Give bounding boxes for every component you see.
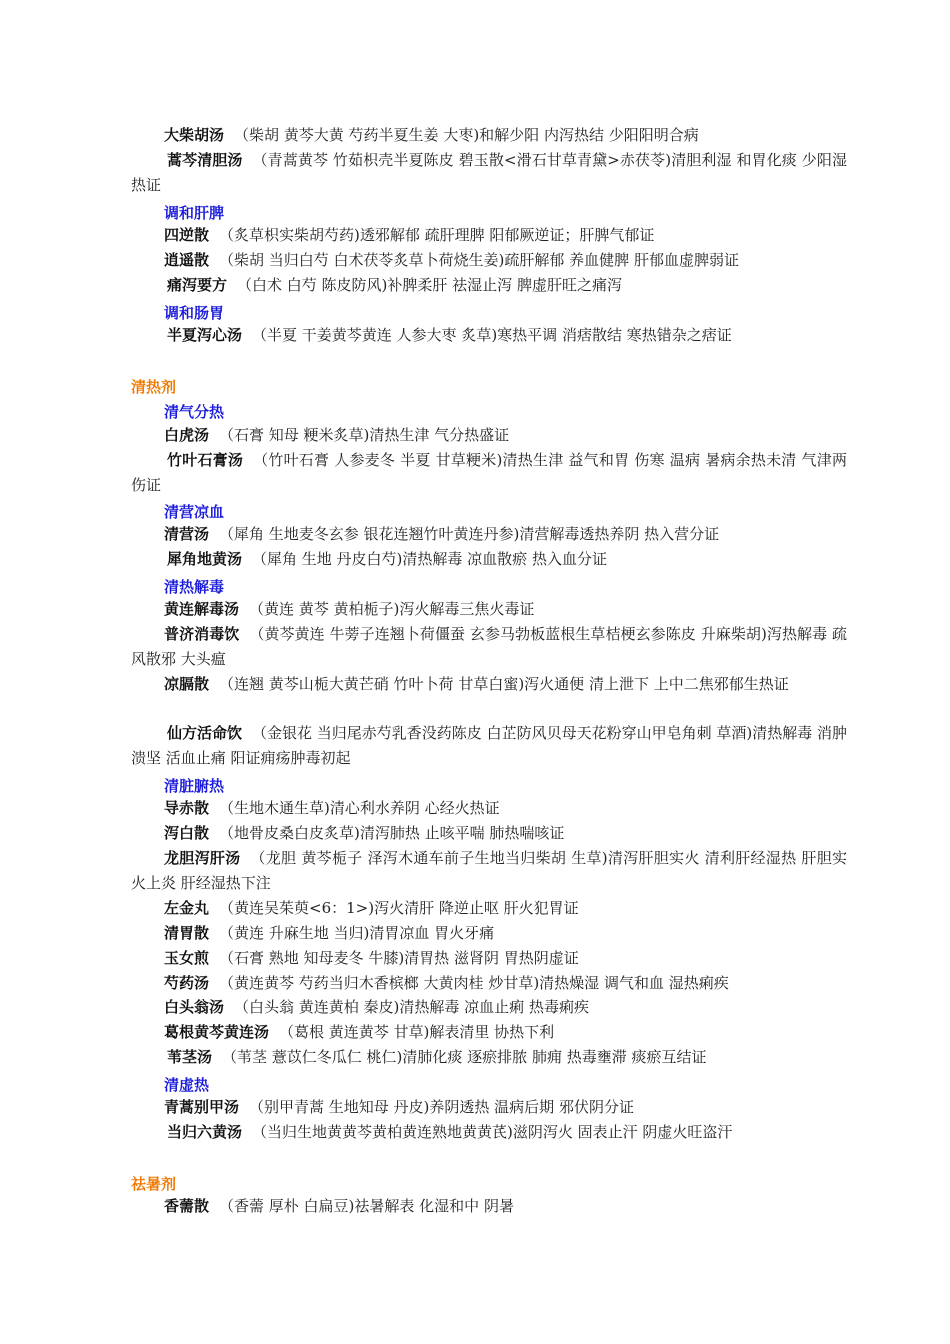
formula-name: 青蒿别甲汤: [164, 1098, 240, 1116]
formula-description: （连翘 黄芩山栀大黄芒硝 竹叶卜荷 甘草白蜜)泻火通便 清上泄下 上中二焦邪郁生热证: [219, 675, 789, 693]
formula-name: 痛泻要方: [167, 276, 228, 294]
formula-name: 左金丸: [164, 899, 210, 917]
formula-description: （香薷 厚朴 白扁豆)祛暑解表 化湿和中 阴暑: [219, 1197, 514, 1215]
formula-name: 大柴胡汤: [164, 126, 225, 144]
formula-entry: [131, 896, 847, 921]
formula-description: （苇茎 薏苡仁冬瓜仁 桃仁)清肺化痰 逐瘀排脓 肺痈 热毒壅滞 痰瘀互结证: [222, 1048, 707, 1066]
formula-description: （黄连吴茱萸<6：1>)泻火清肝 降逆止呕 肝火犯胃证: [219, 899, 579, 917]
formula-name: 逍遥散: [164, 251, 210, 269]
formula-name: 清胃散: [164, 924, 210, 942]
formula-description: （青蒿黄芩 竹茹枳壳半夏陈皮 碧玉散<滑石甘草青黛>赤茯苓)清胆利湿 和胃化痰 少阳湿热证: [131, 151, 847, 194]
formula-name: 芍药汤: [164, 974, 210, 992]
formula-name: 黄连解毒汤: [164, 600, 240, 618]
formula-description: （黄连 升麻生地 当归)清胃凉血 胃火牙痛: [219, 924, 495, 942]
formula-name: 泻白散: [164, 824, 210, 842]
formula-entry: [131, 1194, 847, 1219]
subsection-heading: 清脏腑热: [164, 777, 225, 795]
formula-entry: [131, 971, 847, 996]
formula-name: 凉膈散: [164, 675, 210, 693]
formula-name: 犀角地黄汤: [167, 550, 243, 568]
formula-entry: [131, 273, 847, 298]
formula-name: 玉女煎: [164, 949, 210, 967]
formula-name: 竹叶石膏汤: [167, 451, 244, 469]
formula-entry: [131, 1120, 847, 1145]
formula-entry: [131, 448, 847, 498]
section-heading: 清热剂: [131, 378, 177, 396]
formula-entry: [131, 946, 847, 971]
formula-name: 仙方活命饮: [167, 724, 243, 742]
subsection-heading: 清热解毒: [164, 578, 225, 596]
formula-description: （炙草枳实柴胡芍药)透邪解郁 疏肝理脾 阳郁厥逆证；肝脾气郁证: [219, 226, 655, 244]
formula-description: （葛根 黄连黄芩 甘草)解表清里 协热下利: [279, 1023, 555, 1041]
formula-name: 蒿芩清胆汤: [167, 151, 243, 169]
formula-description: （地骨皮桑白皮炙草)清泻肺热 止咳平喘 肺热喘咳证: [219, 824, 565, 842]
formula-description: （金银花 当归尾赤芍乳香没药陈皮 白芷防风贝母天花粉穿山甲皂角刺 草酒)清热解毒 消肿溃坚 活血止痛 阳证痈疡肿毒初起: [131, 724, 847, 767]
formula-entry: [131, 796, 847, 821]
formula-description: （石膏 熟地 知母麦冬 牛膝)清胃热 滋肾阴 胃热阴虚证: [219, 949, 579, 967]
formula-name: 葛根黄芩黄连汤: [164, 1023, 270, 1041]
formula-name: 白头翁汤: [164, 998, 225, 1016]
formula-description: （犀角 生地 丹皮白芍)清热解毒 凉血散瘀 热入血分证: [252, 550, 607, 568]
formula-entry: [131, 148, 847, 198]
formula-name: 清营汤: [164, 525, 210, 543]
formula-entry: [131, 672, 847, 697]
formula-description: （当归生地黄黄芩黄柏黄连熟地黄黄芪)滋阴泻火 固表止汗 阴虚火旺盗汗: [252, 1123, 733, 1141]
formula-entry: [131, 597, 847, 622]
formula-description: （别甲青蒿 生地知母 丹皮)养阴透热 温病后期 邪伏阴分证: [249, 1098, 634, 1116]
formula-description: （柴胡 当归白芍 白术茯苓炙草卜荷烧生姜)疏肝解郁 养血健脾 肝郁血虚脾弱证: [219, 251, 739, 269]
subsection-heading: 清气分热: [164, 403, 225, 421]
formula-name: 白虎汤: [164, 426, 210, 444]
formula-description: （黄芩黄连 牛蒡子连翘卜荷僵蚕 玄参马勃板蓝根生草桔梗玄参陈皮 升麻柴胡)泻热解毒 疏风散邪 大头瘟: [131, 625, 847, 668]
formula-entry: [131, 547, 847, 572]
formula-entry: [131, 846, 847, 896]
formula-name: 半夏泻心汤: [167, 326, 243, 344]
formula-entry: [131, 1095, 847, 1120]
formula-entry: [131, 622, 847, 672]
formula-entry: [131, 522, 847, 547]
formula-name: 苇茎汤: [167, 1048, 213, 1066]
formula-name: 四逆散: [164, 226, 210, 244]
subsection-heading: 调和肠胃: [164, 304, 225, 322]
formula-entry: [131, 921, 847, 946]
formula-entry: [131, 123, 847, 148]
formula-entry: [131, 995, 847, 1020]
formula-description: （黄连黄芩 芍药当归木香槟榔 大黄肉桂 炒甘草)清热燥湿 调气和血 湿热痢疾: [219, 974, 729, 992]
formula-entry: [131, 821, 847, 846]
formula-description: （黄连 黄芩 黄柏栀子)泻火解毒三焦火毒证: [249, 600, 535, 618]
formula-name: 龙胆泻肝汤: [164, 849, 241, 867]
formula-entry: [131, 1020, 847, 1045]
formula-description: （石膏 知母 粳米炙草)清热生津 气分热盛证: [219, 426, 510, 444]
formula-description: （柴胡 黄芩大黄 芍药半夏生姜 大枣)和解少阳 内泻热结 少阳阳明合病: [234, 126, 699, 144]
subsection-heading: 清虚热: [164, 1076, 210, 1094]
formula-description: （白术 白芍 陈皮防风)补脾柔肝 祛湿止泻 脾虚肝旺之痛泻: [237, 276, 622, 294]
formula-name: 当归六黄汤: [167, 1123, 243, 1141]
formula-entry: [131, 423, 847, 448]
formula-name: 香薷散: [164, 1197, 210, 1215]
formula-entry: [131, 1045, 847, 1070]
formula-entry: [131, 323, 847, 348]
formula-name: 导赤散: [164, 799, 210, 817]
formula-description: （半夏 干姜黄芩黄连 人参大枣 炙草)寒热平调 消痞散结 寒热错杂之痞证: [252, 326, 732, 344]
formula-description: （生地木通生草)清心利水养阴 心经火热证: [219, 799, 500, 817]
subsection-heading: 调和肝脾: [164, 204, 225, 222]
section-heading: 祛暑剂: [131, 1175, 177, 1193]
formula-entry: [131, 248, 847, 273]
formula-entry: [131, 721, 847, 771]
formula-description: （龙胆 黄芩栀子 泽泻木通车前子生地当归柴胡 生草)清泻肝胆实火 清利肝经湿热 肝胆实火上炎 肝经湿热下注: [131, 849, 847, 892]
formula-description: （白头翁 黄连黄柏 秦皮)清热解毒 凉血止痢 热毒痢疾: [234, 998, 589, 1016]
formula-description: （竹叶石膏 人参麦冬 半夏 甘草粳米)清热生津 益气和胃 伤寒 温病 暑病余热未清 气津两伤证: [131, 451, 847, 494]
formula-name: 普济消毒饮: [164, 625, 240, 643]
formula-description: （犀角 生地麦冬玄参 银花连翘竹叶黄连丹参)清营解毒透热养阴 热入营分证: [219, 525, 720, 543]
subsection-heading: 清营凉血: [164, 503, 225, 521]
formula-entry: [131, 223, 847, 248]
